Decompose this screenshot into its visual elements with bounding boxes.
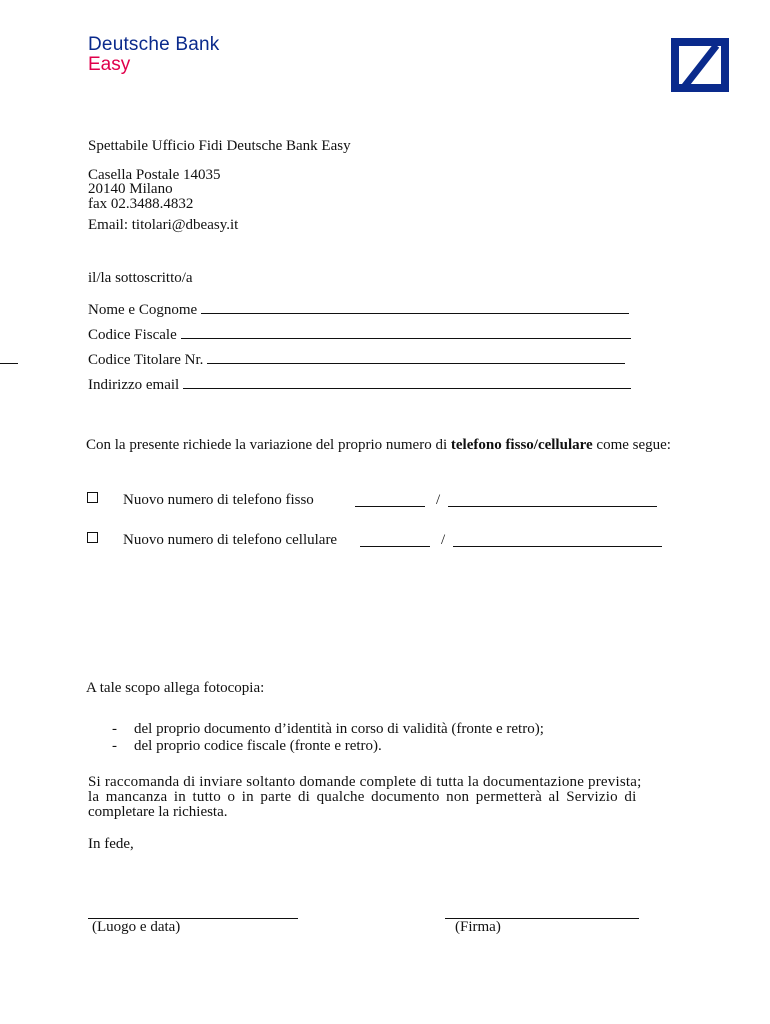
closing-text: In fede, [88, 836, 134, 852]
recipient-city: 20140 Milano [88, 181, 173, 197]
mobile-number-line[interactable] [453, 546, 662, 547]
recipient-po-box: Casella Postale 14035 [88, 167, 221, 183]
deutsche-bank-logo-icon [671, 38, 729, 92]
field-email-line[interactable] [183, 375, 631, 389]
brand-subname: Easy [88, 54, 131, 75]
landline-checkbox[interactable] [87, 492, 98, 503]
landline-separator: / [436, 492, 441, 508]
notice-line: la mancanza in tutto o in parte di qualche documento non permetterà al Servizio di [88, 789, 637, 805]
mobile-label: Nuovo numero di telefono cellulare [123, 532, 338, 548]
attachment-bullet: - [112, 738, 117, 754]
landline-number-line[interactable] [448, 506, 657, 507]
brand-name: Deutsche Bank [88, 34, 220, 55]
landline-prefix-line[interactable] [355, 506, 425, 507]
intro-text: il/la sottoscritto/a [88, 270, 193, 286]
field-name-line[interactable] [201, 300, 629, 314]
notice-line: Si raccomanda di inviare soltanto domande complete di tutta la documentazione prevista; [88, 774, 642, 790]
landline-label: Nuovo numero di telefono fisso [123, 492, 314, 508]
field-tax-code-line[interactable] [181, 325, 631, 339]
request-suffix: come segue: [592, 437, 671, 453]
signature-label: (Firma) [455, 919, 501, 935]
request-prefix: Con la presente richiede la variazione del proprio numero di [86, 437, 451, 453]
attachments-title: A tale scopo allega fotocopia: [86, 680, 265, 696]
request-emphasis: telefono fisso/cellulare [450, 437, 593, 453]
field-name [88, 300, 629, 319]
recipient-fax: fax 02.3488.4832 [88, 196, 194, 212]
field-holder-code-line[interactable] [207, 350, 625, 364]
attachment-item: del proprio documento d’identità in corso di validità (fronte e retro); [134, 721, 544, 737]
field-holder-code [88, 350, 625, 369]
margin-mark [0, 363, 18, 364]
recipient-office: Spettabile Ufficio Fidi Deutsche Bank Easy [88, 138, 351, 154]
field-email-label: Indirizzo email [88, 377, 180, 393]
request-text [86, 438, 671, 453]
attachment-item: del proprio codice fiscale (fronte e retro). [134, 738, 382, 754]
attachment-bullet: - [112, 721, 117, 737]
field-tax-code [88, 325, 631, 344]
field-tax-code-label: Codice Fiscale [88, 327, 177, 343]
field-holder-code-label: Codice Titolare Nr. [88, 352, 204, 368]
mobile-prefix-line[interactable] [360, 546, 430, 547]
place-date-label: (Luogo e data) [92, 919, 181, 935]
mobile-separator: / [441, 532, 446, 548]
recipient-email: Email: titolari@dbeasy.it [88, 217, 239, 233]
field-email [88, 375, 631, 394]
field-name-label: Nome e Cognome [88, 302, 198, 318]
notice-line: completare la richiesta. [88, 804, 228, 820]
mobile-checkbox[interactable] [87, 532, 98, 543]
